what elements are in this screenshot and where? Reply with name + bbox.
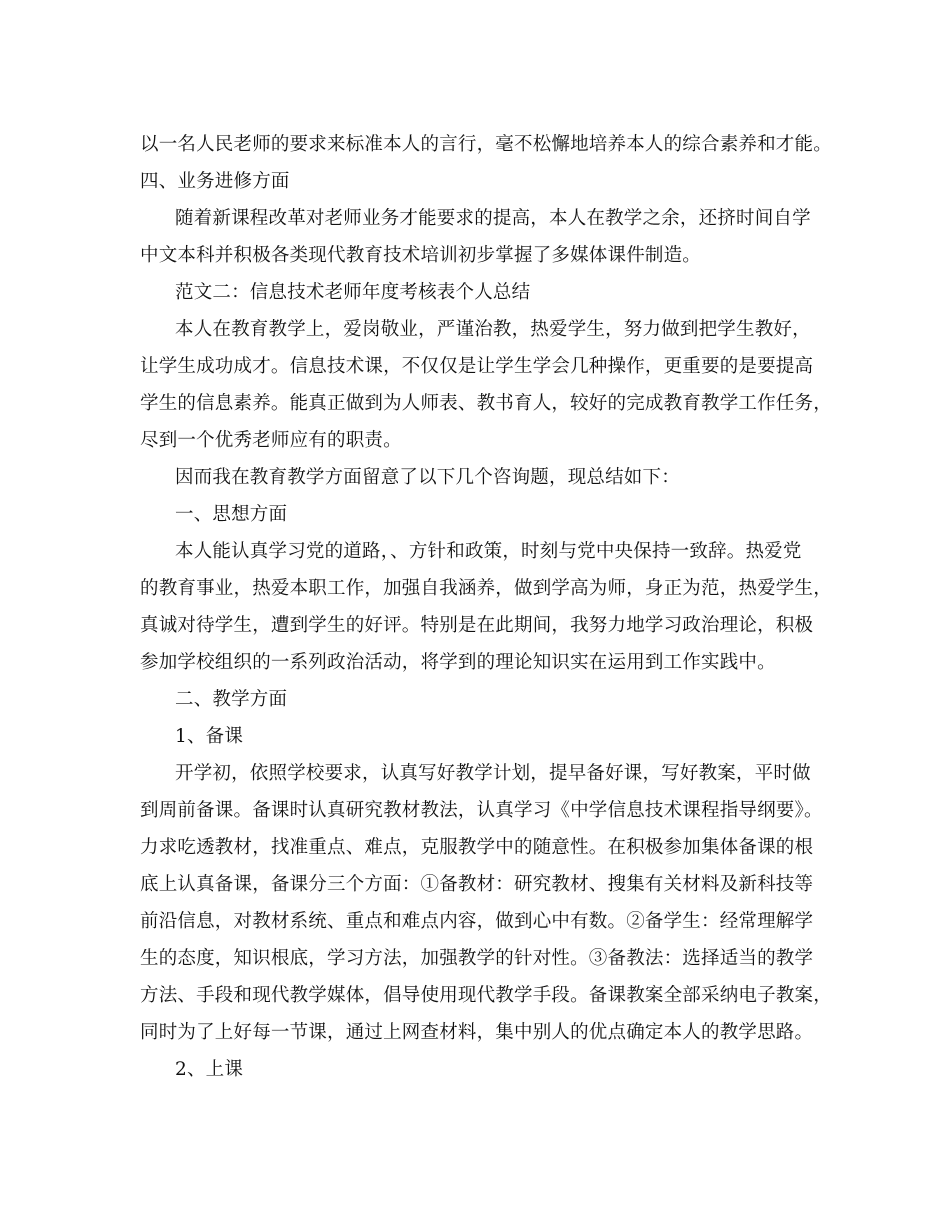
paragraph-line: 让学生成功成才。信息技术课，不仅仅是让学生学会几种操作，更重要的是要提高: [140, 356, 814, 377]
paragraph-line: 前沿信息，对教材系统、重点和难点内容，做到心中有数。②备学生：经常理解学: [140, 911, 814, 932]
section-heading: 一、思想方面: [175, 504, 288, 525]
paragraph-line: 生的态度，知识根底，学习方法，加强教学的针对性。③备教法：选择适当的教学: [140, 948, 814, 969]
paragraph-line: 的教育事业，热爱本职工作，加强自我涵养，做到学高为师，身正为范，热爱学生，: [140, 578, 832, 599]
paragraph-line: 学生的信息素养。能真正做到为人师表、教书育人，较好的完成教育教学工作任务，: [140, 393, 832, 414]
paragraph-line: 中文本科并积极各类现代教育技术培训初步掌握了多媒体课件制造。: [140, 245, 702, 266]
paragraph-line: 因而我在教育教学方面留意了以下几个咨询题，现总结如下：: [175, 467, 680, 488]
section-heading: 二、教学方面: [175, 689, 288, 710]
paragraph-line: 开学初，依照学校要求，认真写好教学计划，提早备好课，写好教案，平时做: [175, 763, 811, 784]
section-heading: 四、业务进修方面: [140, 171, 290, 192]
paragraph-line: 随着新课程改革对老师业务才能要求的提高，本人在教学之余，还挤时间自学: [175, 208, 811, 229]
subsection-heading: 1、备课: [175, 726, 244, 747]
paragraph-line: 本人能认真学习党的道路，、方针和政策，时刻与党中央保持一致辞。热爱党: [175, 541, 802, 562]
paragraph-line: 力求吃透教材，找准重点、难点，克服教学中的随意性。在积极参加集体备课的根: [140, 837, 814, 858]
paragraph-line: 参加学校组织的一系列政治活动，将学到的理论知识实在运用到工作实践中。: [140, 652, 776, 673]
paragraph-line: 同时为了上好每一节课，通过上网查材料，集中别人的优点确定本人的教学思路。: [140, 1022, 814, 1043]
essay-title: 范文二：信息技术老师年度考核表个人总结: [175, 282, 531, 303]
paragraph-line: 到周前备课。备课时认真研究教材教法，认真学习《中学信息技术课程指导纲要》。: [140, 800, 823, 821]
paragraph-line: 真诚对待学生，遭到学生的好评。特别是在此期间，我努力地学习政治理论，积极: [140, 615, 814, 636]
paragraph-line: 本人在教育教学上，爱岗敬业，严谨治教，热爱学生，努力做到把学生教好，: [175, 319, 811, 340]
text-line: 以一名人民老师的要求来标准本人的言行，毫不松懈地培养本人的综合素养和才能。: [140, 134, 832, 155]
paragraph-line: 方法、手段和现代教学媒体，倡导使用现代教学手段。备课教案全部采纳电子教案，: [140, 985, 832, 1006]
paragraph-line: 尽到一个优秀老师应有的职责。: [140, 430, 402, 451]
subsection-heading: 2、上课: [175, 1059, 244, 1080]
paragraph-line: 底上认真备课，备课分三个方面：①备教材：研究教材、搜集有关材料及新科技等: [140, 874, 814, 895]
